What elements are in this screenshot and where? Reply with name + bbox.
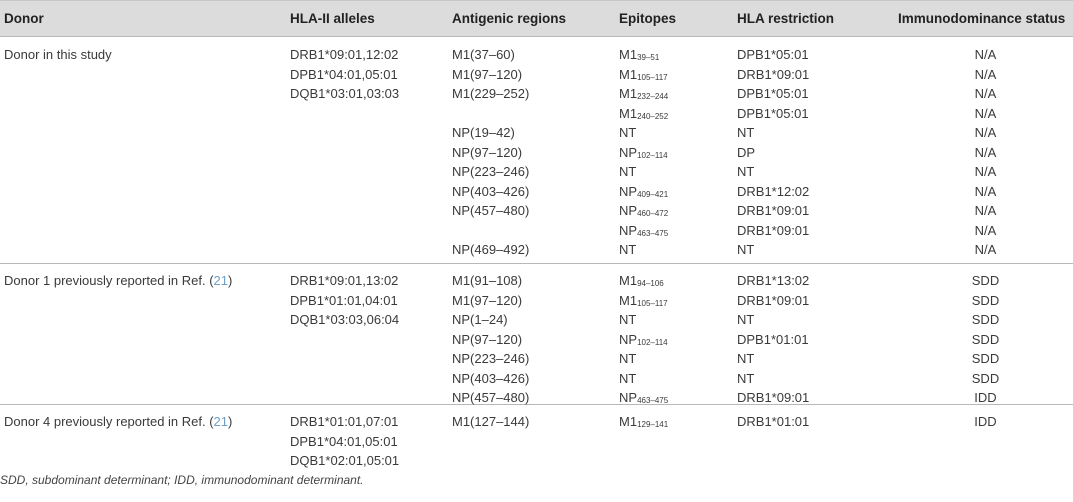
- antigenic-region: NP(97–120): [452, 331, 523, 347]
- epitope-range: 129–141: [637, 420, 669, 429]
- epitope: [619, 123, 668, 143]
- epitope: [619, 349, 668, 369]
- hla-restriction: NT: [737, 125, 755, 140]
- antigenic-regions-cell: [452, 45, 529, 260]
- epitope-name: NP: [619, 144, 638, 160]
- antigenic-regions-cell: [452, 271, 529, 408]
- hla-restriction: NT: [737, 164, 755, 179]
- header-donor: Donor: [4, 11, 44, 26]
- hla-restriction: DRB1*09:01: [737, 292, 810, 308]
- header-antigenic-regions: Antigenic regions: [452, 11, 567, 26]
- hla-restriction: DRB1*09:01: [737, 66, 810, 82]
- antigenic-region: NP(1–24): [452, 312, 508, 327]
- epitope-range: 105–117: [637, 72, 668, 82]
- antigenic-region: NP(223–246): [452, 351, 530, 366]
- immunodominance-status-cell: [898, 412, 1073, 432]
- epitope: [619, 291, 668, 311]
- donor-cell: [4, 412, 232, 432]
- antigenic-region: M1(229–252): [452, 86, 530, 101]
- immunodominance-status: N/A: [974, 105, 997, 121]
- header-immunodominance-status: Immunodominance status: [898, 11, 1066, 26]
- antigenic-region: NP(457–480): [452, 203, 530, 218]
- antigenic-region: NP(97–120): [452, 144, 523, 160]
- epitope-name: M1: [619, 273, 638, 288]
- epitope-range: 102–114: [637, 337, 668, 347]
- donor-group: [0, 263, 1073, 405]
- table-footnote: SDD, subdominant determinant; IDD, immunodominant determinant.: [0, 473, 364, 487]
- immunodominance-status: SDD: [971, 292, 1000, 308]
- hla-restriction: NT: [737, 351, 755, 366]
- hla-restriction: DRB1*12:02: [737, 183, 810, 199]
- epitope: [619, 162, 668, 182]
- epitope-range: 105–117: [637, 298, 668, 308]
- epitope-name: NT: [619, 312, 637, 327]
- antigenic-region: M1(97–120): [452, 292, 523, 308]
- immunodominance-status: SDD: [971, 351, 1000, 366]
- epitope-name: NT: [619, 351, 637, 366]
- epitope-range: 39–51: [637, 53, 660, 62]
- immunodominance-status: SDD: [971, 370, 1000, 386]
- donor-group: [0, 404, 1073, 470]
- donor-text-end: ): [228, 414, 233, 429]
- antigenic-region: NP(223–246): [452, 164, 530, 179]
- immunodominance-status: N/A: [974, 164, 997, 179]
- hla-restriction: DPB1*01:01: [737, 331, 809, 347]
- hla-restriction: DRB1*01:01: [737, 414, 810, 429]
- antigenic-region: NP(19–42): [452, 125, 515, 140]
- hla-restriction: DRB1*09:01: [737, 222, 810, 238]
- epitope-name: NT: [619, 125, 637, 140]
- epitope-name: NP: [619, 203, 638, 218]
- epitope-range: 463–475: [637, 396, 669, 405]
- epitope-name: M1: [619, 86, 638, 101]
- antigenic-region: NP(457–480): [452, 390, 530, 405]
- epitope-name: M1: [619, 292, 638, 308]
- hla-restriction-cell: [737, 45, 809, 260]
- immunodominance-status: N/A: [974, 86, 997, 101]
- reference-link[interactable]: 21: [213, 414, 229, 429]
- hla-restriction: NT: [737, 370, 755, 386]
- hla-restriction: DRB1*13:02: [737, 273, 810, 288]
- epitope: [619, 143, 668, 163]
- antigenic-region: [452, 104, 529, 124]
- antigenic-region: M1(91–108): [452, 273, 523, 288]
- epitope-range: 463–475: [637, 228, 669, 238]
- epitope-name: M1: [619, 47, 638, 62]
- immunodominance-status-cell: [898, 271, 1073, 408]
- donor-cell: [4, 271, 232, 291]
- immunodominance-status: N/A: [974, 66, 997, 82]
- immunodominance-status: N/A: [974, 47, 997, 62]
- immunodominance-status: SDD: [971, 312, 1000, 327]
- donor-text: Donor in this study: [4, 47, 112, 62]
- antigenic-region: [452, 221, 529, 241]
- hla-allele: DQB1*03:03,06:04: [290, 312, 400, 327]
- hla-allele: DPB1*04:01,05:01: [290, 66, 398, 82]
- hla-restriction: DPB1*05:01: [737, 86, 809, 101]
- antigenic-region: NP(403–426): [452, 183, 530, 199]
- donor-text-end: ): [228, 273, 233, 288]
- epitope-range: 94–106: [637, 279, 664, 288]
- epitope-range: 460–472: [637, 209, 669, 218]
- hla-allele: DQB1*02:01,05:01: [290, 453, 400, 468]
- table-header: [0, 0, 1073, 37]
- immunodominance-status: N/A: [974, 222, 997, 238]
- epitope: [619, 84, 668, 104]
- hla-allele: DRB1*09:01,12:02: [290, 47, 399, 62]
- epitope: [619, 45, 668, 65]
- donor-text: Donor 1 previously reported in Ref. (: [4, 273, 214, 288]
- alleles-cell: [290, 45, 399, 104]
- hla-restriction-cell: [737, 412, 809, 432]
- epitopes-cell: [619, 271, 668, 408]
- epitope: [619, 369, 668, 389]
- hla-restriction: DRB1*09:01: [737, 390, 810, 405]
- donor-label: [4, 412, 232, 432]
- antigenic-region: NP(403–426): [452, 370, 530, 386]
- epitope-name: M1: [619, 105, 638, 121]
- epitope-name: NP: [619, 222, 638, 238]
- immunodominance-status: IDD: [974, 414, 997, 429]
- hla-allele: DRB1*01:01,07:01: [290, 414, 399, 429]
- epitope-name: M1: [619, 66, 638, 82]
- epitope: [619, 271, 668, 291]
- immunodominance-status: N/A: [974, 144, 997, 160]
- epitope-name: NT: [619, 242, 637, 257]
- immunodominance-status: SDD: [971, 331, 1000, 347]
- epitope: [619, 182, 668, 202]
- epitopes-cell: [619, 412, 668, 432]
- epitope-range: 240–252: [637, 111, 669, 121]
- immunodominance-status: IDD: [974, 390, 997, 405]
- epitope-name: NP: [619, 183, 638, 199]
- donor-text: Donor 4 previously reported in Ref. (: [4, 414, 214, 429]
- hla-allele: DRB1*09:01,13:02: [290, 273, 399, 288]
- hla-restriction: NT: [737, 312, 755, 327]
- epitope: [619, 330, 668, 350]
- hla-restriction: DP: [737, 144, 756, 160]
- hla-restriction: DPB1*05:01: [737, 47, 809, 62]
- hla-restriction-cell: [737, 271, 809, 408]
- immunodominance-status: N/A: [974, 183, 997, 199]
- alleles-cell: [290, 271, 399, 330]
- epitope-name: NT: [619, 164, 637, 179]
- antigenic-regions-cell: [452, 412, 529, 432]
- epitope: [619, 310, 668, 330]
- hla-restriction: DRB1*09:01: [737, 203, 810, 218]
- hla-allele: DPB1*01:01,04:01: [290, 292, 398, 308]
- epitope: [619, 240, 668, 260]
- epitope: [619, 104, 668, 124]
- immunodominance-status-cell: [898, 45, 1073, 260]
- epitope: [619, 221, 668, 241]
- epitope-range: 409–421: [637, 189, 669, 199]
- epitope-name: NP: [619, 390, 638, 405]
- epitope-range: 232–244: [637, 92, 669, 101]
- epitope-range: 102–114: [637, 150, 668, 160]
- donor-label: [4, 271, 232, 291]
- antigenic-region: NP(469–492): [452, 242, 530, 257]
- donor-label: [4, 45, 112, 65]
- immunodominance-status: SDD: [971, 273, 1000, 288]
- antigenic-region: M1(97–120): [452, 66, 523, 82]
- antigenic-region: M1(127–144): [452, 414, 530, 429]
- epitope: [619, 65, 668, 85]
- donor-group: [0, 37, 1073, 264]
- header-hla-restriction: HLA restriction: [737, 11, 835, 26]
- hla-allele: DPB1*04:01,05:01: [290, 433, 398, 449]
- epitopes-cell: [619, 45, 668, 260]
- antigenic-region: M1(37–60): [452, 47, 515, 62]
- immunodominance-status: N/A: [974, 242, 997, 257]
- hla-restriction: DPB1*05:01: [737, 105, 809, 121]
- hla-restriction: NT: [737, 242, 755, 257]
- epitope-name: NT: [619, 370, 637, 386]
- immunodominance-status: N/A: [974, 203, 997, 218]
- epitope: [619, 201, 668, 221]
- alleles-cell: [290, 412, 399, 471]
- epitope: [619, 412, 668, 432]
- hla-allele: DQB1*03:01,03:03: [290, 86, 400, 101]
- epitope-name: NP: [619, 331, 638, 347]
- donor-cell: [4, 45, 112, 65]
- immunodominance-status: N/A: [974, 125, 997, 140]
- reference-link[interactable]: 21: [213, 273, 229, 288]
- epitope-name: M1: [619, 414, 638, 429]
- header-hla-alleles: HLA-II alleles: [290, 11, 375, 26]
- header-epitopes: Epitopes: [619, 11, 677, 26]
